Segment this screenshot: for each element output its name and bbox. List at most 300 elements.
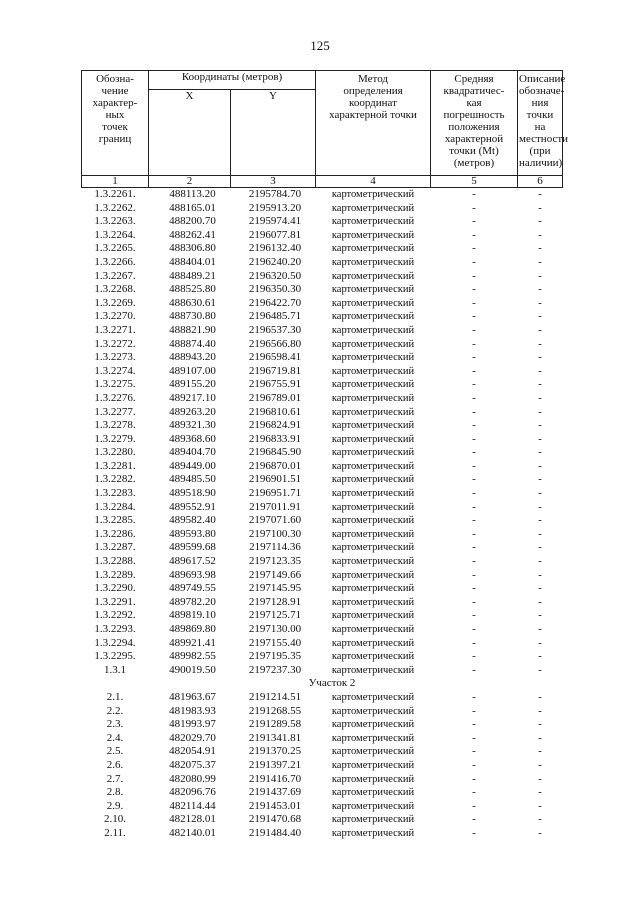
description-cell: - [538, 405, 542, 418]
method-cell: картометрический [331, 202, 415, 214]
error-cell: - [472, 310, 476, 323]
y-coordinate: 2191416.70 [248, 772, 302, 785]
point-id: 1.3.2279. [94, 432, 136, 445]
description-cell: - [538, 188, 542, 200]
y-coordinate: 2196320.50 [248, 269, 302, 282]
table-row [82, 514, 563, 528]
header-method-text: Метод определения координат характерной точки [329, 73, 417, 121]
description-cell: - [538, 310, 542, 323]
description-cell: - [538, 690, 542, 703]
y-coordinate: 2191289.58 [248, 718, 302, 731]
point-id: 1.3.2286. [94, 527, 136, 540]
y-coordinate: 2197100.30 [248, 527, 302, 540]
error-cell: - [472, 364, 476, 377]
table-row [82, 732, 563, 746]
error-cell: - [472, 255, 476, 268]
table-row [82, 528, 563, 542]
point-id: 1.3.2277. [94, 405, 136, 418]
method-cell: картометрический [331, 664, 415, 676]
x-coordinate: 488943.20 [169, 351, 216, 364]
description-cell: - [538, 473, 542, 486]
point-id: 1.3.2276. [94, 391, 136, 404]
y-coordinate: 2196845.90 [248, 446, 302, 459]
x-coordinate: 489782.20 [169, 595, 216, 608]
error-cell: - [472, 826, 476, 839]
header-error [431, 71, 518, 176]
error-cell: - [472, 595, 476, 608]
y-coordinate: 2196951.71 [248, 487, 302, 500]
error-cell: - [472, 609, 476, 622]
method-cell: картометрический [331, 515, 415, 527]
description-cell: - [538, 228, 542, 241]
point-id: 1.3.2270. [94, 310, 136, 323]
header-description-text: Описание обозначе- ния точки на местности (при наличии) [519, 73, 569, 169]
error-cell: - [472, 527, 476, 540]
table-row [82, 691, 563, 705]
table-row [82, 473, 563, 487]
table-row [82, 270, 563, 284]
x-coordinate: 489749.55 [169, 582, 216, 595]
error-cell: - [472, 745, 476, 758]
x-coordinate: 481963.67 [169, 690, 216, 703]
description-cell: - [538, 745, 542, 758]
method-cell: картометрический [331, 637, 415, 649]
point-id: 1.3.2271. [94, 323, 136, 336]
y-coordinate: 2196537.30 [248, 323, 302, 336]
point-id: 1.3.2295. [94, 650, 136, 663]
description-cell: - [538, 364, 542, 377]
x-coordinate: 489107.00 [169, 364, 216, 377]
y-coordinate: 2197149.66 [248, 568, 302, 581]
method-cell: картометрический [331, 569, 415, 581]
description-cell: - [538, 650, 542, 663]
x-coordinate: 490019.50 [169, 663, 216, 676]
header-y: Y [231, 90, 316, 176]
table-row [82, 365, 563, 379]
point-id: 2.5. [106, 745, 124, 758]
description-cell: - [538, 500, 542, 513]
point-id: 1.3.2280. [94, 446, 136, 459]
table-row [82, 759, 563, 773]
x-coordinate: 488404.01 [169, 255, 216, 268]
x-coordinate: 489518.90 [169, 487, 216, 500]
description-cell: - [538, 758, 542, 771]
x-coordinate: 489982.55 [169, 650, 216, 663]
description-cell: - [538, 772, 542, 785]
y-coordinate: 2196598.41 [248, 351, 302, 364]
x-coordinate: 489921.41 [169, 636, 216, 649]
point-id: 2.10. [104, 813, 126, 826]
y-coordinate: 2196077.81 [248, 228, 302, 241]
table-row [82, 297, 563, 311]
error-cell: - [472, 351, 476, 364]
x-coordinate: 489599.68 [169, 541, 216, 554]
y-coordinate: 2196132.40 [248, 242, 302, 255]
y-coordinate: 2196240.20 [248, 255, 302, 268]
error-cell: - [472, 718, 476, 731]
y-coordinate: 2197125.71 [248, 609, 302, 622]
table-row [82, 664, 563, 678]
error-cell: - [472, 188, 476, 200]
method-cell: картометрический [331, 746, 415, 758]
method-cell: картометрический [331, 365, 415, 377]
error-cell: - [472, 813, 476, 826]
y-coordinate: 2197130.00 [248, 623, 302, 635]
description-cell: - [538, 242, 542, 255]
description-cell: - [538, 527, 542, 540]
description-cell: - [538, 323, 542, 336]
y-coordinate: 2195784.70 [248, 188, 302, 200]
table-row [82, 650, 563, 664]
x-coordinate: 488306.80 [169, 242, 216, 255]
error-cell: - [472, 623, 476, 635]
y-coordinate: 2191470.68 [248, 813, 302, 826]
description-cell: - [538, 446, 542, 459]
error-cell: - [472, 690, 476, 703]
x-coordinate: 482054.91 [169, 745, 216, 758]
point-id: 1.3.2268. [94, 283, 136, 296]
point-id: 2.8. [106, 786, 124, 799]
method-cell: картометрический [331, 460, 415, 472]
x-coordinate: 488113.20 [169, 188, 216, 200]
y-coordinate: 2196350.30 [248, 283, 302, 296]
table-row [82, 827, 563, 841]
table-row [82, 786, 563, 800]
y-coordinate: 2197071.60 [248, 514, 302, 527]
method-cell: картометрический [331, 474, 415, 486]
y-coordinate: 2191437.69 [248, 786, 302, 799]
x-coordinate: 488821.90 [169, 323, 216, 336]
point-id: 2.9. [106, 799, 124, 812]
point-id: 1.3.2292. [94, 609, 136, 622]
x-coordinate: 482029.70 [169, 731, 216, 744]
x-coordinate: 489368.60 [169, 432, 216, 445]
error-cell: - [472, 405, 476, 418]
error-cell: - [472, 500, 476, 513]
error-cell: - [472, 663, 476, 676]
method-cell: картометрический [331, 583, 415, 595]
error-cell: - [472, 799, 476, 812]
header-designation [82, 71, 149, 176]
point-id: 1.3.2269. [94, 296, 136, 309]
x-coordinate: 488874.40 [169, 337, 216, 350]
point-id: 1.3.2265. [94, 242, 136, 255]
table-row [82, 623, 563, 637]
point-id: 1.3.2281. [94, 459, 136, 472]
error-cell: - [472, 568, 476, 581]
method-cell: картометрический [331, 596, 415, 608]
x-coordinate: 489263.20 [169, 405, 216, 418]
header-method [316, 71, 431, 176]
method-cell: картометрический [331, 787, 415, 799]
point-id: 1.3.2262. [94, 201, 136, 214]
table-body-section-1 [82, 188, 563, 678]
description-cell: - [538, 432, 542, 445]
method-cell: картометрический [331, 556, 415, 568]
description-cell: - [538, 378, 542, 391]
description-cell: - [538, 568, 542, 581]
x-coordinate: 482075.37 [169, 758, 216, 771]
y-coordinate: 2191370.25 [248, 745, 302, 758]
method-cell: картометрический [331, 705, 415, 717]
table-row [82, 242, 563, 256]
method-cell: картометрический [331, 256, 415, 268]
description-cell: - [538, 704, 542, 717]
description-cell: - [538, 514, 542, 527]
error-cell: - [472, 650, 476, 663]
description-cell: - [538, 419, 542, 432]
method-cell: картометрический [331, 691, 415, 703]
method-cell: картометрический [331, 488, 415, 500]
y-coordinate: 2196789.01 [248, 391, 302, 404]
x-coordinate: 482096.76 [169, 786, 216, 799]
table-row [82, 310, 563, 324]
y-coordinate: 2197237.30 [248, 663, 302, 676]
method-cell: картометрический [331, 297, 415, 309]
method-cell: картометрический [331, 406, 415, 418]
page-number: 125 [310, 38, 330, 53]
method-cell: картометрический [331, 528, 415, 540]
method-cell: картометрический [331, 800, 415, 812]
x-coordinate: 489819.10 [169, 609, 216, 622]
table-row [82, 609, 563, 623]
x-coordinate: 482128.01 [169, 813, 216, 826]
method-cell: картометрический [331, 501, 415, 513]
point-id: 1.3.2275. [94, 378, 136, 391]
error-cell: - [472, 337, 476, 350]
y-coordinate: 2197011.91 [249, 500, 301, 513]
error-cell: - [472, 514, 476, 527]
y-coordinate: 2196755.91 [248, 378, 302, 391]
method-cell: картометрический [331, 773, 415, 785]
table-row [82, 283, 563, 297]
method-cell: картометрический [331, 433, 415, 445]
table-row [82, 419, 563, 433]
error-cell: - [472, 215, 476, 228]
header-x: X [149, 90, 231, 176]
point-id: 1.3.2266. [94, 255, 136, 268]
column-number: 1 [82, 176, 149, 188]
x-coordinate: 489617.52 [169, 555, 216, 568]
error-cell: - [472, 391, 476, 404]
description-cell: - [538, 718, 542, 731]
point-id: 1.3.2273. [94, 351, 136, 364]
y-coordinate: 2195913.20 [248, 201, 302, 214]
description-cell: - [538, 623, 542, 635]
y-coordinate: 2196824.91 [248, 419, 302, 432]
error-cell: - [472, 228, 476, 241]
point-id: 1.3.2294. [94, 636, 136, 649]
point-id: 1.3.2284. [94, 500, 136, 513]
method-cell: картометрический [331, 542, 415, 554]
table-row [82, 229, 563, 243]
point-id: 1.3.2278. [94, 419, 136, 432]
section-header-group [82, 677, 563, 691]
point-id: 1.3.2285. [94, 514, 136, 527]
column-number: 3 [231, 176, 316, 188]
error-cell: - [472, 758, 476, 771]
y-coordinate: 2197145.95 [248, 582, 302, 595]
error-cell: - [472, 432, 476, 445]
method-cell: картометрический [331, 610, 415, 622]
description-cell: - [538, 255, 542, 268]
description-cell: - [538, 555, 542, 568]
method-cell: картометрический [331, 392, 415, 404]
description-cell: - [538, 269, 542, 282]
description-cell: - [538, 799, 542, 812]
error-cell: - [472, 269, 476, 282]
error-cell: - [472, 704, 476, 717]
point-id: 1.3.2291. [94, 595, 136, 608]
error-cell: - [472, 555, 476, 568]
method-cell: картометрический [331, 732, 415, 744]
error-cell: - [472, 283, 476, 296]
x-coordinate: 488730.80 [169, 310, 216, 323]
description-cell: - [538, 595, 542, 608]
table-row [82, 460, 563, 474]
x-coordinate: 482080.99 [169, 772, 216, 785]
point-id: 2.7. [106, 772, 124, 785]
table-row [82, 324, 563, 338]
description-cell: - [538, 636, 542, 649]
point-id: 1.3.2288. [94, 555, 136, 568]
point-id: 1.3.2264. [94, 228, 136, 241]
point-id: 1.3.2282. [94, 473, 136, 486]
table-row [82, 555, 563, 569]
y-coordinate: 2197123.35 [248, 555, 302, 568]
table-row [82, 378, 563, 392]
method-cell: картометрический [331, 352, 415, 364]
y-coordinate: 2196422.70 [248, 296, 302, 309]
y-coordinate: 2197128.91 [248, 595, 302, 608]
column-numbers-row [82, 176, 563, 188]
error-cell: - [472, 323, 476, 336]
point-id: 2.1. [106, 690, 124, 703]
table-row [82, 800, 563, 814]
table-row [82, 569, 563, 583]
error-cell: - [472, 201, 476, 214]
description-cell: - [538, 826, 542, 839]
method-cell: картометрический [331, 229, 415, 241]
x-coordinate: 489869.80 [169, 623, 216, 635]
point-id: 1.3.2289. [94, 568, 136, 581]
point-id: 1.3.2293. [94, 623, 136, 635]
x-coordinate: 489582.40 [169, 514, 216, 527]
header-coordinates: Координаты (метров) [149, 71, 316, 90]
description-cell: - [538, 813, 542, 826]
y-coordinate: 2196901.51 [248, 473, 302, 486]
column-number: 4 [316, 176, 431, 188]
section-title: Участок 2 [308, 677, 356, 690]
table-row [82, 446, 563, 460]
x-coordinate: 482140.01 [169, 826, 216, 839]
table-row [82, 392, 563, 406]
x-coordinate: 489217.10 [169, 391, 216, 404]
method-cell: картометрический [331, 189, 415, 200]
point-id: 2.2. [106, 704, 124, 717]
description-cell: - [538, 731, 542, 744]
description-cell: - [538, 786, 542, 799]
x-coordinate: 481983.93 [169, 704, 216, 717]
error-cell: - [472, 242, 476, 255]
point-id: 2.11. [104, 826, 126, 839]
description-cell: - [538, 201, 542, 214]
coordinates-table [81, 70, 569, 841]
description-cell: - [538, 663, 542, 676]
table-row [82, 406, 563, 420]
table-row [82, 541, 563, 555]
table-row [82, 215, 563, 229]
x-coordinate: 489693.98 [169, 568, 216, 581]
header-designation-text: Обозна- чение характер- ных точек границ [92, 73, 138, 145]
y-coordinate: 2197155.40 [248, 636, 302, 649]
x-coordinate: 488630.61 [169, 296, 216, 309]
header-description [518, 71, 569, 176]
error-cell: - [472, 487, 476, 500]
column-number: 6 [518, 176, 563, 188]
method-cell: картометрический [331, 243, 415, 255]
table-row [82, 433, 563, 447]
table-row [82, 351, 563, 365]
y-coordinate: 2191214.51 [248, 690, 302, 703]
point-id: 1.3.2274. [94, 364, 136, 377]
error-cell: - [472, 459, 476, 472]
method-cell: картометрический [331, 759, 415, 771]
x-coordinate: 488525.80 [169, 283, 216, 296]
method-cell: картометрический [331, 270, 415, 282]
description-cell: - [538, 582, 542, 595]
description-cell: - [538, 391, 542, 404]
table-row [82, 501, 563, 515]
table-row [82, 705, 563, 719]
method-cell: картометрический [331, 827, 415, 839]
method-cell: картометрический [331, 624, 415, 635]
x-coordinate: 488165.01 [169, 201, 216, 214]
method-cell: картометрический [331, 719, 415, 731]
description-cell: - [538, 283, 542, 296]
description-cell: - [538, 215, 542, 228]
y-coordinate: 2191397.21 [248, 758, 302, 771]
description-cell: - [538, 459, 542, 472]
description-cell: - [538, 296, 542, 309]
description-cell: - [538, 351, 542, 364]
method-cell: картометрический [331, 216, 415, 228]
method-cell: картометрический [331, 379, 415, 391]
point-id: 1.3.2272. [94, 337, 136, 350]
column-number: 5 [431, 176, 518, 188]
point-id: 2.6. [106, 758, 124, 771]
point-id: 1.3.2267. [94, 269, 136, 282]
error-cell: - [472, 541, 476, 554]
table-body-section-2 [82, 691, 563, 841]
table-row [82, 773, 563, 787]
table-row [82, 188, 563, 202]
description-cell: - [538, 337, 542, 350]
x-coordinate: 489321.30 [169, 419, 216, 432]
y-coordinate: 2191453.01 [248, 799, 302, 812]
error-cell: - [472, 419, 476, 432]
table-row [82, 813, 563, 827]
description-cell: - [538, 487, 542, 500]
method-cell: картометрический [331, 311, 415, 323]
error-cell: - [472, 772, 476, 785]
x-coordinate: 489404.70 [169, 446, 216, 459]
method-cell: картометрический [331, 420, 415, 432]
x-coordinate: 489155.20 [169, 378, 216, 391]
table-row [82, 202, 563, 216]
error-cell: - [472, 731, 476, 744]
y-coordinate: 2196566.80 [248, 337, 302, 350]
